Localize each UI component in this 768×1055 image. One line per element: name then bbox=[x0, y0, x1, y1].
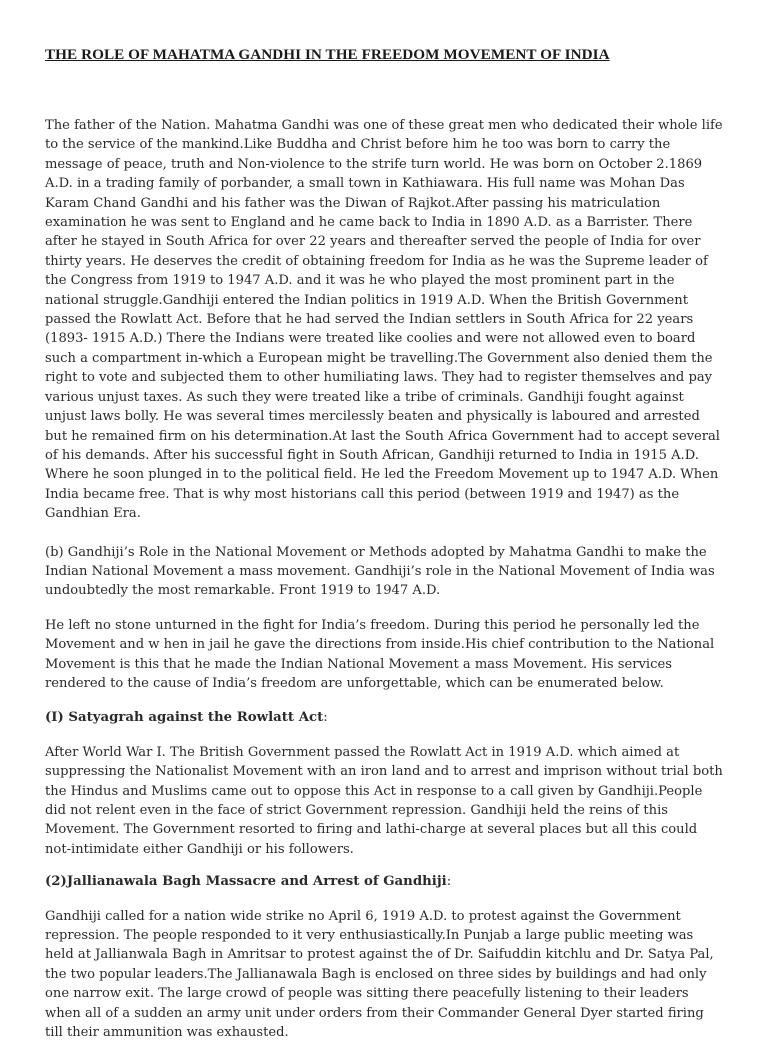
section-heading-jallianwala-colon: : bbox=[446, 874, 452, 890]
document-title: THE ROLE OF MAHATMA GANDHI IN THE FREEDOM MOVEMENT OF INDIA bbox=[45, 46, 610, 63]
paragraph-rowlatt: After World War I. The British Government passed the Rowlatt Act in 1919 A.D. which aimed at suppressing the Nationalist Movement with an iron land and to arrest and imprison without trial both the Hindus and Muslims came out to oppose this Act in response to a call given by Gandhiji.People did not relent even in the face of strict Government repression. Gandhiji held the reins of this Movement. The Government resorted to firing and lathi-charge at several places but all this could not-intimidate either Gandhiji or his followers. bbox=[45, 744, 723, 857]
paragraph-contribution: He left no stone unturned in the fight for India’s freedom. During this period he personally led the Movement and w hen in jail he gave the directions from inside.His chief contribution to the National Movement is this that he made the Indian National Movement a mass Movement. His services rendered to the cause of India’s freedom are unforgettable, which can be enumerated below. bbox=[45, 617, 715, 691]
section-heading-jallianwala bbox=[45, 872, 725, 891]
paragraph-intro: The father of the Nation. Mahatma Gandhi was one of these great men who dedicated their whole life to the service of the mankind.Like Buddha and Christ before him he too was born to carry the message of peace, truth and Non-violence to the strife turn world. He was born on October 2.1869 A.D. in a trading family of porbander, a small town in Kathiawara. His full name was Mohan Das Karam Chand Gandhi and his father was the Diwan of Rajkot.After passing his matriculation examination he was sent to England and he came back to India in 1890 A.D. as a Barrister. There after he stayed in South Africa for over 22 years and thereafter served the people of India for over thirty years. He deserves the credit of obtaining freedom for India as he was the Supreme leader of the Congress from 1919 to 1947 A.D. and it was he who played the most prominent part in the national struggle.Gandhiji entered the Indian politics in 1919 A.D. When the British Government passed the Rowlatt Act. Before that he had served the Indian settlers in South Africa for 22 years (1893- 1915 A.D.) There the Indians were treated like coolies and were not allowed even to board such a compartment in-which a European might be travelling.The Government also denied them the right to vote and subjected them to other humiliating laws. They had to register themselves and pay various unjust taxes. As such they were treated like a tribe of criminals. Gandhiji fought against unjust laws bolly. He was several times mercilessly beaten and physically is laboured and arrested but he remained firm on his determination.At last the South Africa Government had to accept several of his demands. After his successful fight in South African, Gandhiji returned to India in 1915 A.D. Where he soon plunged in to the political field. He led the Freedom Movement up to 1947 A.D. When India became free. That is why most historians call this period (between 1919 and 1947) as the Gandhian Era. bbox=[45, 118, 723, 522]
paragraph-role: (b) Gandhiji’s Role in the National Movement or Methods adopted by Mahatma Gandhi to make the Indian National Movement a mass movement. Gandhiji’s role in the National Movement of India was undoubtedly the most remarkable. Front 1919 to 1947 A.D. bbox=[45, 544, 715, 599]
document-page bbox=[45, 46, 725, 1055]
section-heading-jallianwala-text: (2)Jallianawala Bagh Massacre and Arrest of Gandhiji bbox=[45, 874, 447, 890]
section-heading-satyagrah bbox=[45, 708, 725, 727]
section-heading-satyagrah-colon: : bbox=[323, 710, 328, 726]
paragraph-jallianwala: Gandhiji called for a nation wide strike no April 6, 1919 A.D. to protest against the Government repression. The people responded to it very enthusiastically.In Punjab a large public meeting was held at Jallianwala Bagh in Amritsar to protest against the of Dr. Saifuddin kitchlu and Dr. Satya Pal, the two popular leaders.The Jallianawala Bagh is enclosed on three sides by buildings and had only one narrow exit. The large crowd of people was sitting there peacefully listening to their leaders when all of a sudden an army unit under orders from their Commander General Dyer started firing till their ammunition was exhausted. bbox=[45, 908, 714, 1041]
section-heading-satyagrah-text: (I) Satyagrah against the Rowlatt Act bbox=[45, 710, 324, 726]
